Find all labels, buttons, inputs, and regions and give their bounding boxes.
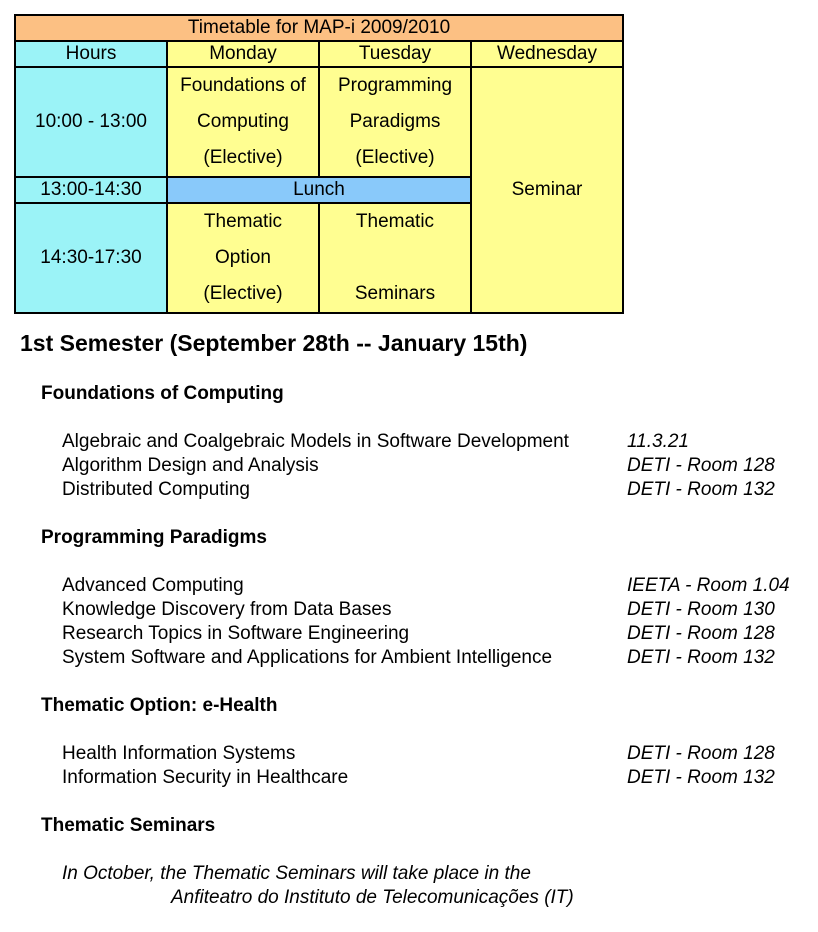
timetable-title: Timetable for MAP-i 2009/2010 xyxy=(15,15,623,41)
section-title-seminars: Thematic Seminars xyxy=(41,815,216,836)
timetable xyxy=(14,14,624,314)
course-room: 11.3.21 xyxy=(627,431,689,452)
course-name: Advanced Computing xyxy=(62,575,244,596)
course-name: Algorithm Design and Analysis xyxy=(62,455,319,476)
header-wednesday: Wednesday xyxy=(471,41,623,67)
course-room: DETI - Room 128 xyxy=(627,743,775,764)
section-title-paradigms: Programming Paradigms xyxy=(41,527,267,548)
course-room: DETI - Room 128 xyxy=(627,455,775,476)
header-tuesday: Tuesday xyxy=(319,41,471,67)
hours-afternoon: 14:30-17:30 xyxy=(15,203,167,313)
course-name: Research Topics in Software Engineering xyxy=(62,623,410,644)
header-monday: Monday xyxy=(167,41,319,67)
course-room: DETI - Room 132 xyxy=(627,479,775,500)
tuesday-afternoon-line: Thematic xyxy=(355,211,435,232)
course-name: Distributed Computing xyxy=(62,479,250,500)
tuesday-afternoon-line: Seminars xyxy=(354,283,436,304)
monday-afternoon-line: (Elective) xyxy=(203,283,283,304)
course-row xyxy=(62,623,818,647)
monday-afternoon-line: Thematic xyxy=(203,211,283,232)
hours-lunch: 13:00-14:30 xyxy=(15,177,167,203)
course-name: Health Information Systems xyxy=(62,743,296,764)
course-name: Algebraic and Coalgebraic Models in Software Development xyxy=(62,431,569,452)
monday-morning-cell xyxy=(167,67,319,177)
course-room: IEETA - Room 1.04 xyxy=(627,575,790,596)
tuesday-morning-line: Paradigms xyxy=(349,111,441,132)
wednesday-seminar-cell: Seminar xyxy=(471,67,623,313)
monday-morning-line: (Elective) xyxy=(203,147,283,168)
course-room: DETI - Room 132 xyxy=(627,767,775,788)
course-name: Information Security in Healthcare xyxy=(62,767,349,788)
lunch-cell: Lunch xyxy=(167,177,471,203)
course-name: System Software and Applications for Ambient Intelligence xyxy=(62,647,553,668)
course-room: DETI - Room 130 xyxy=(627,599,775,620)
seminars-note-line2: Anfiteatro do Instituto de Telecomunicações (IT) xyxy=(171,887,574,908)
tuesday-morning-cell xyxy=(319,67,471,177)
course-name: Knowledge Discovery from Data Bases xyxy=(62,599,392,620)
course-row xyxy=(62,743,818,767)
course-row xyxy=(62,575,818,599)
course-room: DETI - Room 128 xyxy=(627,623,775,644)
tuesday-morning-line: (Elective) xyxy=(355,147,435,168)
section-title-foundations: Foundations of Computing xyxy=(41,383,284,404)
course-row xyxy=(62,455,818,479)
monday-morning-line: Computing xyxy=(197,111,289,132)
tuesday-afternoon-line xyxy=(320,240,470,276)
tuesday-morning-line: Programming xyxy=(337,75,453,96)
monday-afternoon-line: Option xyxy=(215,247,271,268)
header-hours: Hours xyxy=(15,41,167,67)
section-title-ehealth: Thematic Option: e-Health xyxy=(41,695,278,716)
course-row xyxy=(62,767,818,791)
tuesday-afternoon-cell xyxy=(319,203,471,313)
course-room: DETI - Room 132 xyxy=(627,647,775,668)
semester-title: 1st Semester (September 28th -- January 15th) xyxy=(20,330,528,356)
course-row xyxy=(62,431,818,455)
course-row xyxy=(62,647,818,671)
monday-morning-line: Foundations of xyxy=(180,75,306,96)
hours-morning: 10:00 - 13:00 xyxy=(15,67,167,177)
course-row xyxy=(62,479,818,503)
course-row xyxy=(62,599,818,623)
monday-afternoon-cell xyxy=(167,203,319,313)
seminars-note-line1: In October, the Thematic Seminars will take place in the xyxy=(62,863,531,884)
